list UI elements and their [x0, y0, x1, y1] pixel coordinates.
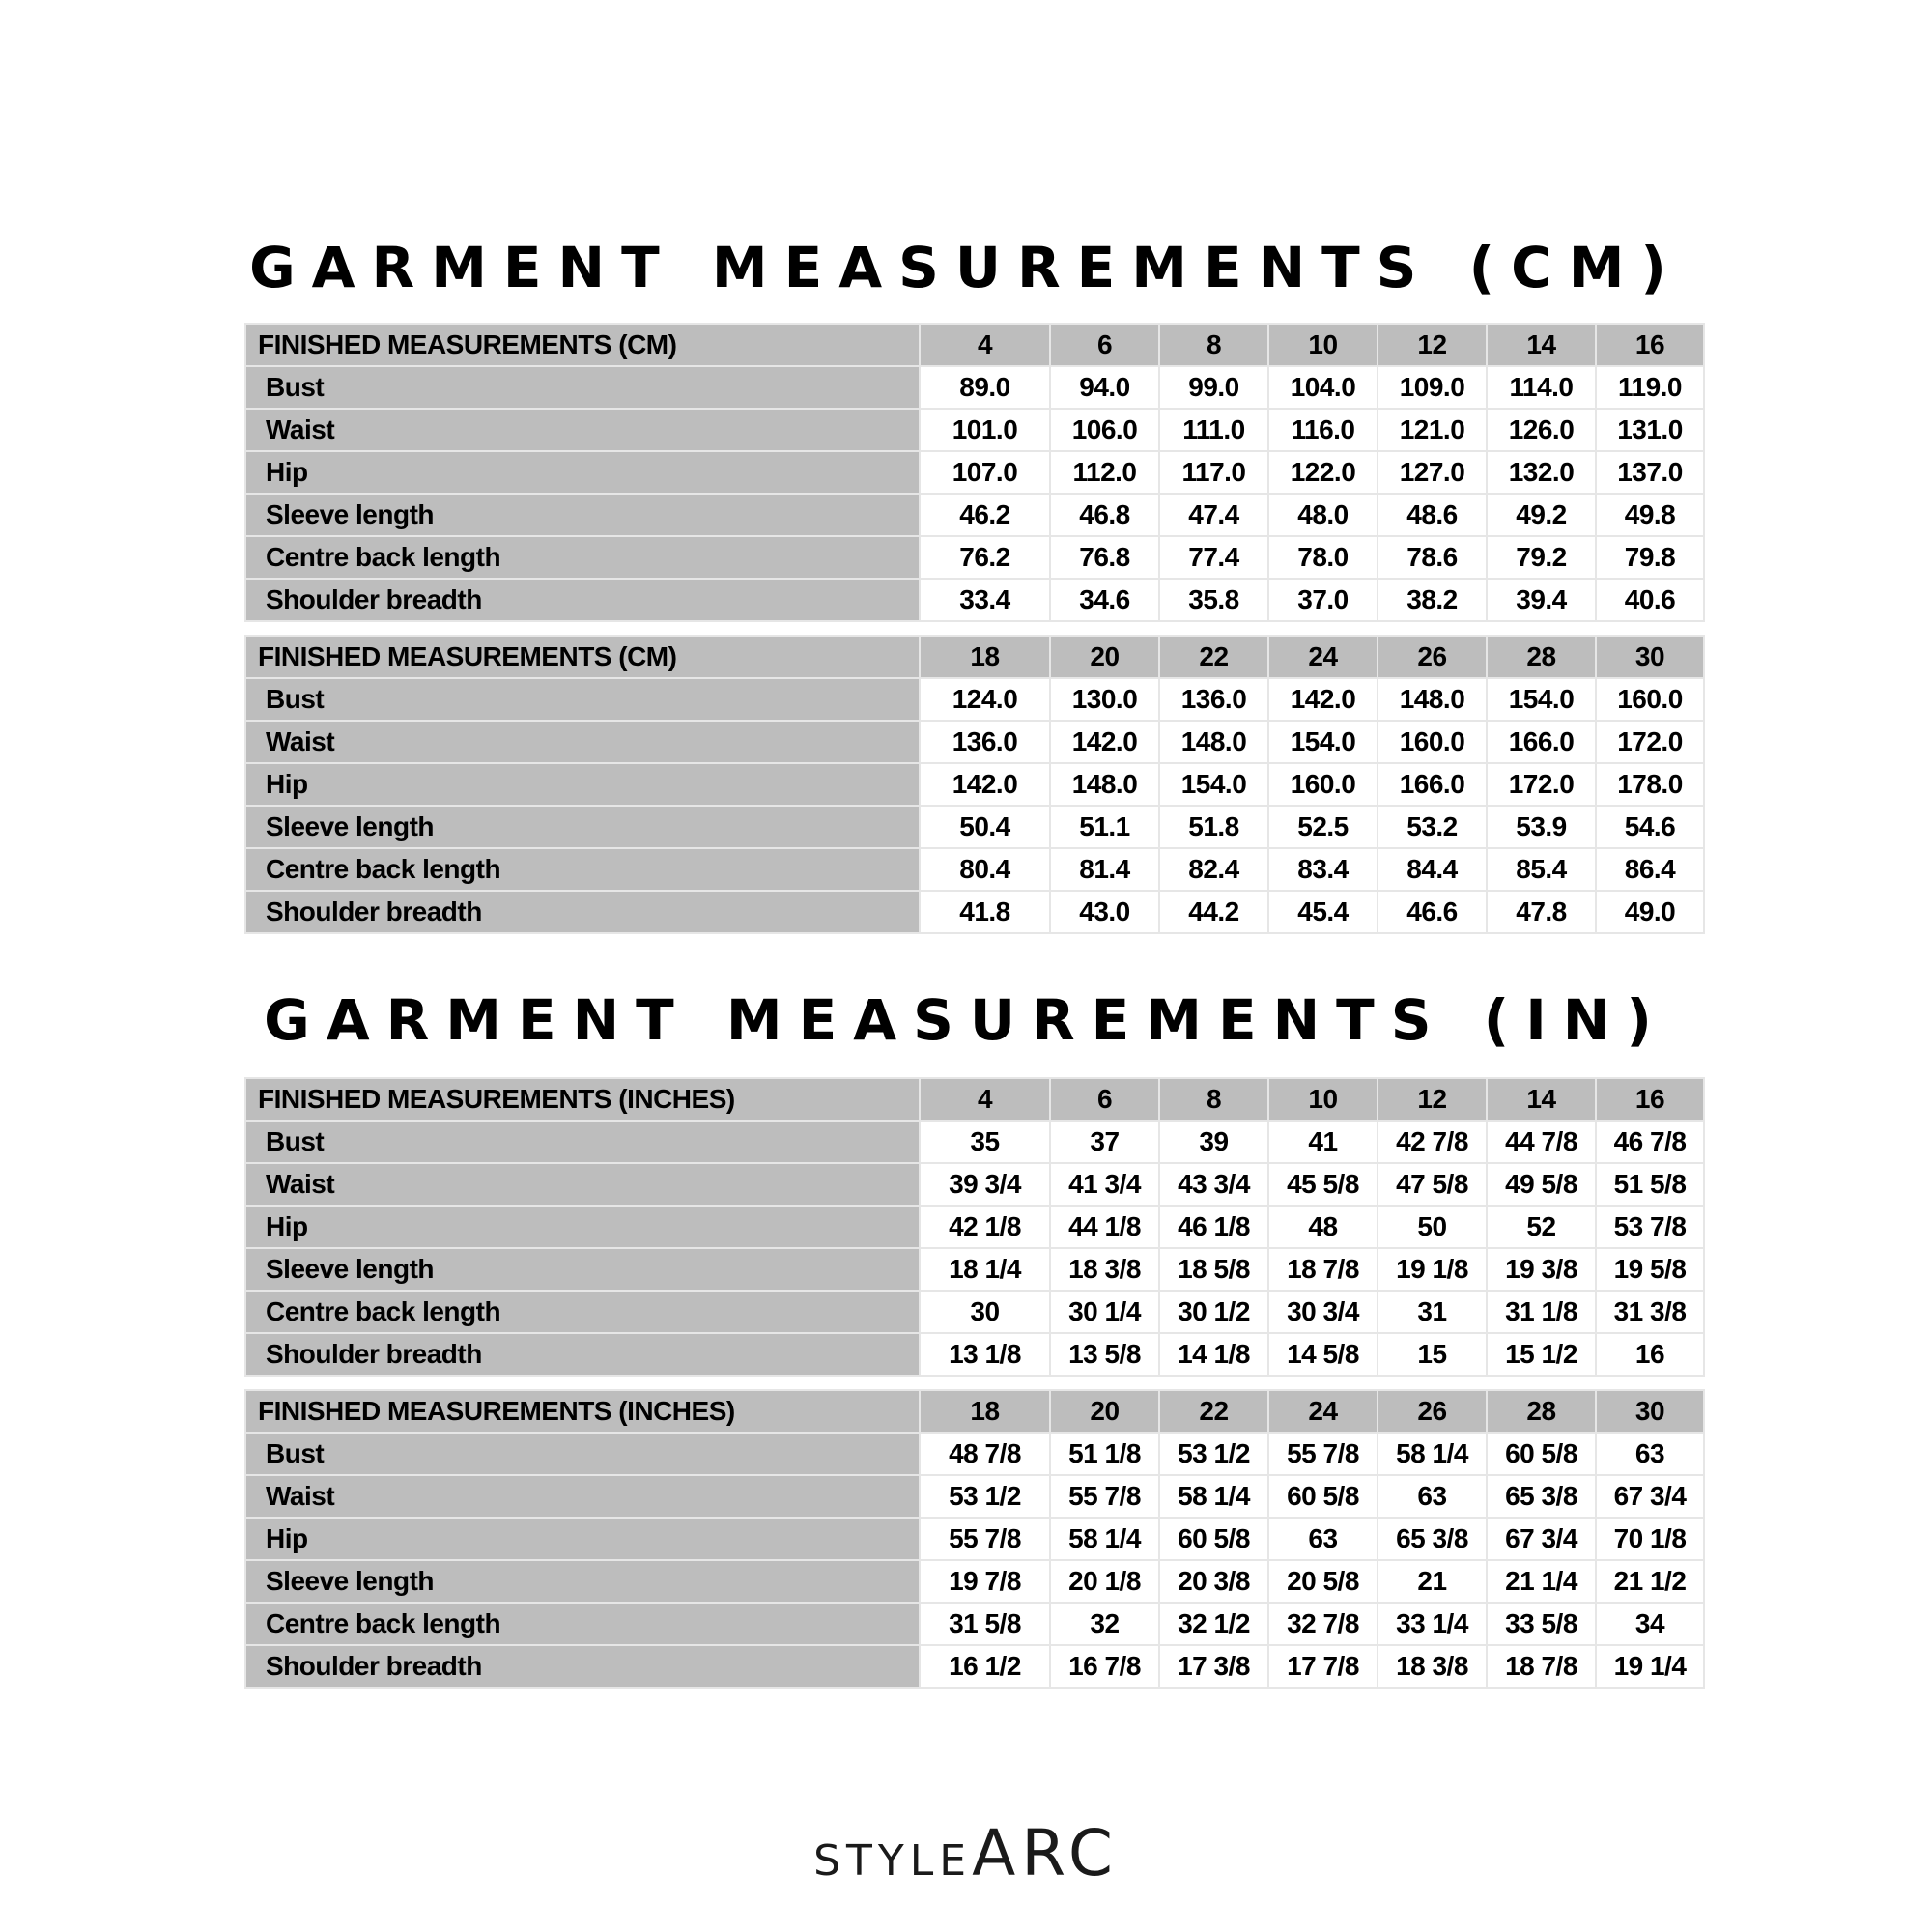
value-cell: 136.0 [920, 721, 1050, 763]
table-row [245, 1518, 1704, 1560]
value-cell: 51.8 [1159, 806, 1268, 848]
value-cell: 47.4 [1159, 494, 1268, 536]
value-cell: 51 5/8 [1596, 1163, 1704, 1206]
value-cell: 54.6 [1596, 806, 1704, 848]
value-cell: 45 5/8 [1268, 1163, 1378, 1206]
value-cell: 21 1/2 [1596, 1560, 1704, 1603]
value-cell: 33 1/4 [1378, 1603, 1487, 1645]
value-cell: 77.4 [1159, 536, 1268, 579]
value-cell: 50 [1378, 1206, 1487, 1248]
value-cell: 18 5/8 [1159, 1248, 1268, 1291]
value-cell: 79.8 [1596, 536, 1704, 579]
row-label: Waist [245, 1163, 920, 1206]
size-header-cell: 18 [920, 1390, 1050, 1433]
value-cell: 18 3/8 [1050, 1248, 1159, 1291]
table-header-label: FINISHED MEASUREMENTS (INCHES) [245, 1390, 920, 1433]
size-header-cell: 12 [1378, 324, 1487, 366]
value-cell: 130.0 [1050, 678, 1159, 721]
size-header-cell: 8 [1159, 1078, 1268, 1121]
value-cell: 142.0 [1268, 678, 1378, 721]
value-cell: 122.0 [1268, 451, 1378, 494]
value-cell: 127.0 [1378, 451, 1487, 494]
table-row [245, 721, 1704, 763]
value-cell: 111.0 [1159, 409, 1268, 451]
table-row [245, 1121, 1704, 1163]
size-header-cell: 8 [1159, 324, 1268, 366]
value-cell: 21 [1378, 1560, 1487, 1603]
row-label: Waist [245, 409, 920, 451]
row-label: Centre back length [245, 1603, 920, 1645]
value-cell: 46.2 [920, 494, 1050, 536]
value-cell: 82.4 [1159, 848, 1268, 891]
row-label: Centre back length [245, 1291, 920, 1333]
value-cell: 121.0 [1378, 409, 1487, 451]
value-cell: 142.0 [1050, 721, 1159, 763]
brand-logo-style: STYLE [813, 1836, 973, 1886]
value-cell: 63 [1596, 1433, 1704, 1475]
value-cell: 31 1/8 [1487, 1291, 1596, 1333]
value-cell: 32 1/2 [1159, 1603, 1268, 1645]
value-cell: 14 1/8 [1159, 1333, 1268, 1376]
value-cell: 63 [1378, 1475, 1487, 1518]
value-cell: 46.6 [1378, 891, 1487, 933]
value-cell: 19 3/8 [1487, 1248, 1596, 1291]
table-header-row [245, 636, 1704, 678]
table-header-row [245, 1390, 1704, 1433]
table-row [245, 1433, 1704, 1475]
size-header-cell: 10 [1268, 1078, 1378, 1121]
value-cell: 178.0 [1596, 763, 1704, 806]
value-cell: 39 [1159, 1121, 1268, 1163]
value-cell: 160.0 [1378, 721, 1487, 763]
value-cell: 166.0 [1487, 721, 1596, 763]
size-header-cell: 6 [1050, 1078, 1159, 1121]
row-label: Centre back length [245, 848, 920, 891]
row-label: Hip [245, 1206, 920, 1248]
value-cell: 14 5/8 [1268, 1333, 1378, 1376]
value-cell: 18 7/8 [1487, 1645, 1596, 1688]
value-cell: 19 5/8 [1596, 1248, 1704, 1291]
value-cell: 136.0 [1159, 678, 1268, 721]
value-cell: 154.0 [1268, 721, 1378, 763]
table-row [245, 1333, 1704, 1376]
value-cell: 15 1/2 [1487, 1333, 1596, 1376]
value-cell: 63 [1268, 1518, 1378, 1560]
value-cell: 19 1/8 [1378, 1248, 1487, 1291]
value-cell: 44 1/8 [1050, 1206, 1159, 1248]
table-row [245, 1248, 1704, 1291]
size-header-cell: 22 [1159, 636, 1268, 678]
size-header-cell: 20 [1050, 1390, 1159, 1433]
value-cell: 30 [920, 1291, 1050, 1333]
value-cell: 58 1/4 [1050, 1518, 1159, 1560]
value-cell: 47 5/8 [1378, 1163, 1487, 1206]
value-cell: 107.0 [920, 451, 1050, 494]
value-cell: 16 1/2 [920, 1645, 1050, 1688]
value-cell: 85.4 [1487, 848, 1596, 891]
measurement-table-in-sizes-18-30 [244, 1389, 1703, 1689]
table-row [245, 1560, 1704, 1603]
value-cell: 42 7/8 [1378, 1121, 1487, 1163]
value-cell: 53.2 [1378, 806, 1487, 848]
table-header-label: FINISHED MEASUREMENTS (CM) [245, 324, 920, 366]
value-cell: 37 [1050, 1121, 1159, 1163]
value-cell: 49.8 [1596, 494, 1704, 536]
value-cell: 55 7/8 [920, 1518, 1050, 1560]
size-header-cell: 10 [1268, 324, 1378, 366]
value-cell: 119.0 [1596, 366, 1704, 409]
brand-logo-arc: ARC [972, 1816, 1119, 1890]
table-header-row [245, 324, 1704, 366]
row-label: Shoulder breadth [245, 891, 920, 933]
value-cell: 51 1/8 [1050, 1433, 1159, 1475]
value-cell: 154.0 [1487, 678, 1596, 721]
value-cell: 19 1/4 [1596, 1645, 1704, 1688]
value-cell: 148.0 [1378, 678, 1487, 721]
value-cell: 79.2 [1487, 536, 1596, 579]
value-cell: 160.0 [1596, 678, 1704, 721]
value-cell: 51.1 [1050, 806, 1159, 848]
value-cell: 32 7/8 [1268, 1603, 1378, 1645]
value-cell: 106.0 [1050, 409, 1159, 451]
table-row [245, 451, 1704, 494]
value-cell: 16 [1596, 1333, 1704, 1376]
table-row [245, 536, 1704, 579]
value-cell: 109.0 [1378, 366, 1487, 409]
value-cell: 70 1/8 [1596, 1518, 1704, 1560]
value-cell: 18 7/8 [1268, 1248, 1378, 1291]
value-cell: 48.6 [1378, 494, 1487, 536]
value-cell: 21 1/4 [1487, 1560, 1596, 1603]
table-row [245, 806, 1704, 848]
value-cell: 58 1/4 [1378, 1433, 1487, 1475]
value-cell: 46.8 [1050, 494, 1159, 536]
value-cell: 131.0 [1596, 409, 1704, 451]
value-cell: 53.9 [1487, 806, 1596, 848]
row-label: Bust [245, 1433, 920, 1475]
value-cell: 31 5/8 [920, 1603, 1050, 1645]
value-cell: 41.8 [920, 891, 1050, 933]
value-cell: 15 [1378, 1333, 1487, 1376]
size-header-cell: 4 [920, 324, 1050, 366]
value-cell: 44 7/8 [1487, 1121, 1596, 1163]
value-cell: 17 7/8 [1268, 1645, 1378, 1688]
size-header-cell: 28 [1487, 636, 1596, 678]
section-title-cm: GARMENT MEASUREMENTS (CM) [249, 235, 1683, 300]
value-cell: 60 5/8 [1159, 1518, 1268, 1560]
value-cell: 39.4 [1487, 579, 1596, 621]
value-cell: 19 7/8 [920, 1560, 1050, 1603]
value-cell: 132.0 [1487, 451, 1596, 494]
measurement-table-cm-sizes-4-16 [244, 323, 1703, 622]
table-row [245, 1603, 1704, 1645]
value-cell: 46 1/8 [1159, 1206, 1268, 1248]
size-header-cell: 30 [1596, 636, 1704, 678]
measurement-table [244, 1077, 1705, 1377]
table-row [245, 1475, 1704, 1518]
value-cell: 16 7/8 [1050, 1645, 1159, 1688]
table-row [245, 409, 1704, 451]
value-cell: 53 1/2 [1159, 1433, 1268, 1475]
table-row [245, 848, 1704, 891]
measurement-table [244, 635, 1705, 934]
row-label: Bust [245, 1121, 920, 1163]
measurement-table [244, 1389, 1705, 1689]
table-header-label: FINISHED MEASUREMENTS (CM) [245, 636, 920, 678]
row-label: Sleeve length [245, 1560, 920, 1603]
row-label: Sleeve length [245, 1248, 920, 1291]
value-cell: 78.6 [1378, 536, 1487, 579]
value-cell: 76.8 [1050, 536, 1159, 579]
value-cell: 32 [1050, 1603, 1159, 1645]
value-cell: 99.0 [1159, 366, 1268, 409]
value-cell: 46 7/8 [1596, 1121, 1704, 1163]
table-row [245, 678, 1704, 721]
size-header-cell: 28 [1487, 1390, 1596, 1433]
size-header-cell: 22 [1159, 1390, 1268, 1433]
size-header-cell: 6 [1050, 324, 1159, 366]
value-cell: 42 1/8 [920, 1206, 1050, 1248]
brand-logo [0, 1816, 1932, 1890]
value-cell: 41 [1268, 1121, 1378, 1163]
value-cell: 50.4 [920, 806, 1050, 848]
value-cell: 67 3/4 [1487, 1518, 1596, 1560]
row-label: Hip [245, 1518, 920, 1560]
value-cell: 126.0 [1487, 409, 1596, 451]
value-cell: 49.2 [1487, 494, 1596, 536]
value-cell: 142.0 [920, 763, 1050, 806]
value-cell: 49 5/8 [1487, 1163, 1596, 1206]
size-header-cell: 14 [1487, 1078, 1596, 1121]
value-cell: 30 1/4 [1050, 1291, 1159, 1333]
size-header-cell: 16 [1596, 1078, 1704, 1121]
measurement-table-cm-sizes-18-30 [244, 635, 1703, 934]
value-cell: 35 [920, 1121, 1050, 1163]
table-row [245, 579, 1704, 621]
value-cell: 31 [1378, 1291, 1487, 1333]
size-header-cell: 26 [1378, 1390, 1487, 1433]
value-cell: 18 1/4 [920, 1248, 1050, 1291]
value-cell: 30 3/4 [1268, 1291, 1378, 1333]
value-cell: 67 3/4 [1596, 1475, 1704, 1518]
value-cell: 39 3/4 [920, 1163, 1050, 1206]
value-cell: 34 [1596, 1603, 1704, 1645]
value-cell: 80.4 [920, 848, 1050, 891]
value-cell: 13 1/8 [920, 1333, 1050, 1376]
value-cell: 55 7/8 [1268, 1433, 1378, 1475]
row-label: Sleeve length [245, 494, 920, 536]
value-cell: 34.6 [1050, 579, 1159, 621]
measurement-table-in-sizes-4-16 [244, 1077, 1703, 1377]
section-title-in: GARMENT MEASUREMENTS (IN) [264, 987, 1668, 1053]
value-cell: 65 3/8 [1378, 1518, 1487, 1560]
row-label: Bust [245, 678, 920, 721]
value-cell: 116.0 [1268, 409, 1378, 451]
value-cell: 43 3/4 [1159, 1163, 1268, 1206]
value-cell: 86.4 [1596, 848, 1704, 891]
value-cell: 20 3/8 [1159, 1560, 1268, 1603]
size-header-cell: 20 [1050, 636, 1159, 678]
row-label: Shoulder breadth [245, 1645, 920, 1688]
value-cell: 114.0 [1487, 366, 1596, 409]
value-cell: 65 3/8 [1487, 1475, 1596, 1518]
value-cell: 117.0 [1159, 451, 1268, 494]
value-cell: 20 1/8 [1050, 1560, 1159, 1603]
row-label: Sleeve length [245, 806, 920, 848]
value-cell: 81.4 [1050, 848, 1159, 891]
value-cell: 49.0 [1596, 891, 1704, 933]
value-cell: 104.0 [1268, 366, 1378, 409]
value-cell: 112.0 [1050, 451, 1159, 494]
value-cell: 166.0 [1378, 763, 1487, 806]
value-cell: 172.0 [1596, 721, 1704, 763]
value-cell: 60 5/8 [1268, 1475, 1378, 1518]
table-row [245, 1206, 1704, 1248]
table-row [245, 494, 1704, 536]
value-cell: 101.0 [920, 409, 1050, 451]
value-cell: 33.4 [920, 579, 1050, 621]
size-header-cell: 24 [1268, 636, 1378, 678]
value-cell: 41 3/4 [1050, 1163, 1159, 1206]
size-header-cell: 26 [1378, 636, 1487, 678]
table-row [245, 891, 1704, 933]
table-row [245, 763, 1704, 806]
value-cell: 48 7/8 [920, 1433, 1050, 1475]
value-cell: 124.0 [920, 678, 1050, 721]
size-header-cell: 14 [1487, 324, 1596, 366]
table-row [245, 1291, 1704, 1333]
value-cell: 18 3/8 [1378, 1645, 1487, 1688]
measurement-table [244, 323, 1705, 622]
value-cell: 78.0 [1268, 536, 1378, 579]
table-header-row [245, 1078, 1704, 1121]
value-cell: 40.6 [1596, 579, 1704, 621]
row-label: Waist [245, 721, 920, 763]
row-label: Bust [245, 366, 920, 409]
row-label: Hip [245, 763, 920, 806]
table-row [245, 366, 1704, 409]
value-cell: 44.2 [1159, 891, 1268, 933]
value-cell: 160.0 [1268, 763, 1378, 806]
row-label: Waist [245, 1475, 920, 1518]
row-label: Hip [245, 451, 920, 494]
value-cell: 172.0 [1487, 763, 1596, 806]
size-header-cell: 18 [920, 636, 1050, 678]
row-label: Shoulder breadth [245, 1333, 920, 1376]
value-cell: 94.0 [1050, 366, 1159, 409]
table-header-label: FINISHED MEASUREMENTS (INCHES) [245, 1078, 920, 1121]
value-cell: 33 5/8 [1487, 1603, 1596, 1645]
value-cell: 148.0 [1159, 721, 1268, 763]
value-cell: 38.2 [1378, 579, 1487, 621]
value-cell: 47.8 [1487, 891, 1596, 933]
value-cell: 148.0 [1050, 763, 1159, 806]
value-cell: 83.4 [1268, 848, 1378, 891]
value-cell: 55 7/8 [1050, 1475, 1159, 1518]
value-cell: 13 5/8 [1050, 1333, 1159, 1376]
value-cell: 17 3/8 [1159, 1645, 1268, 1688]
table-row [245, 1163, 1704, 1206]
value-cell: 137.0 [1596, 451, 1704, 494]
value-cell: 60 5/8 [1487, 1433, 1596, 1475]
size-header-cell: 12 [1378, 1078, 1487, 1121]
value-cell: 52.5 [1268, 806, 1378, 848]
size-header-cell: 24 [1268, 1390, 1378, 1433]
value-cell: 154.0 [1159, 763, 1268, 806]
value-cell: 89.0 [920, 366, 1050, 409]
value-cell: 35.8 [1159, 579, 1268, 621]
row-label: Shoulder breadth [245, 579, 920, 621]
value-cell: 30 1/2 [1159, 1291, 1268, 1333]
value-cell: 43.0 [1050, 891, 1159, 933]
size-header-cell: 4 [920, 1078, 1050, 1121]
value-cell: 20 5/8 [1268, 1560, 1378, 1603]
size-header-cell: 16 [1596, 324, 1704, 366]
value-cell: 37.0 [1268, 579, 1378, 621]
value-cell: 31 3/8 [1596, 1291, 1704, 1333]
value-cell: 53 7/8 [1596, 1206, 1704, 1248]
size-header-cell: 30 [1596, 1390, 1704, 1433]
value-cell: 58 1/4 [1159, 1475, 1268, 1518]
value-cell: 53 1/2 [920, 1475, 1050, 1518]
value-cell: 45.4 [1268, 891, 1378, 933]
table-row [245, 1645, 1704, 1688]
value-cell: 84.4 [1378, 848, 1487, 891]
value-cell: 48.0 [1268, 494, 1378, 536]
value-cell: 48 [1268, 1206, 1378, 1248]
value-cell: 76.2 [920, 536, 1050, 579]
value-cell: 52 [1487, 1206, 1596, 1248]
row-label: Centre back length [245, 536, 920, 579]
